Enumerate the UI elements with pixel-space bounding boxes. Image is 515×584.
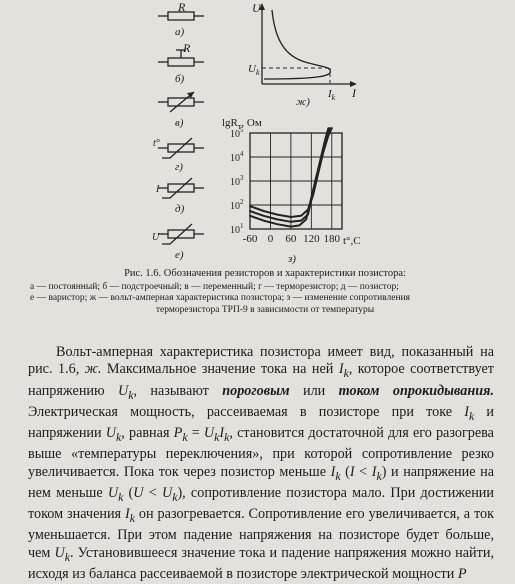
rt-y-tick-label: $10^4$ (230, 150, 244, 164)
iv-curve (264, 10, 330, 79)
rt-x-tick-label: 120 (303, 233, 320, 245)
caption-line-3: терморезистора ТРП-9 в зависимости от температуры (155, 304, 375, 315)
figure-1-6 (0, 0, 515, 270)
resistance-temperature-chart (222, 117, 361, 265)
caption-title: Рис. 1.6. Обозначения резисторов и характеристики позистора: (124, 268, 406, 279)
symbol-thermistor (153, 138, 204, 173)
sublabel-v: в) (175, 117, 184, 129)
iv-y-label: U (252, 1, 261, 15)
rt-y-tick-label: $10^1$ (230, 222, 244, 236)
symbol-variable-resistor (158, 92, 204, 129)
label-i-d: I (156, 184, 160, 195)
rt-x-axis-label: t°,C (343, 235, 361, 247)
uk-label: $U_k$ (248, 63, 260, 77)
rt-x-tick-label: 0 (267, 233, 274, 245)
rt-grid (250, 133, 342, 229)
sublabel-d: д) (175, 203, 185, 215)
rt-x-tick-label: -60 (242, 233, 258, 245)
body-paragraph-container (28, 344, 494, 584)
rt-y-tick-label: $10^2$ (230, 198, 244, 212)
caption-items (30, 282, 500, 305)
label-t-g: t° (153, 138, 160, 149)
symbol-trimmer-resistor (158, 41, 204, 85)
figure-caption (30, 268, 500, 316)
rt-y-axis-label: lgR$_т$, Ом (222, 117, 262, 131)
label-r-b: R (183, 41, 191, 55)
sublabel-z: з) (288, 253, 296, 265)
iv-characteristic-chart (248, 1, 357, 108)
symbol-posistor (155, 178, 204, 215)
ik-label: $I_k$ (328, 88, 336, 102)
symbol-varistor (152, 224, 204, 261)
rt-x-tick-label: 60 (285, 233, 297, 245)
symbol-fixed-resistor (158, 0, 204, 38)
sublabel-zh: ж) (296, 96, 310, 108)
sublabel-b: б) (175, 73, 185, 85)
iv-x-label: I (352, 86, 356, 100)
rt-series-line (250, 128, 330, 222)
rt-series-line (250, 128, 328, 226)
caption-line-2: е — варистор; ж — вольт-амперная характеристика позистора; з — изменение сопротивления (30, 293, 411, 303)
rt-y-tick-label: $10^5$ (230, 126, 244, 140)
sublabel-e: е) (175, 249, 184, 261)
label-u-e: U (152, 232, 160, 243)
sublabel-a: а) (175, 26, 185, 38)
caption-line-1: а — постоянный; б — подстроечный; в — переменный; г — терморезистор; д — позистор; (30, 281, 399, 292)
label-r-a: R (178, 0, 186, 14)
sublabel-g: г) (175, 161, 183, 173)
rt-y-tick-label: $10^3$ (230, 174, 244, 188)
body-paragraph: Вольт-амперная характеристика позистора имеет вид, показанный на рис. 1.6, ж. Максимальное значение тока на ней $I_k$, которое соответствует напряжению $U_k$, называют пороговым или током опрокидывания. Электрическая мощность, рассеиваемая в позисторе при токе $I_k$ и напряжении $U_k$, равная $P_k = U_kI_k$, становится достаточной для его разогрева выше «температуры переключения», при которой сопротивление резко увеличивается. Пока ток через позистор меньше $I_k$ $(I < I_k)$ и напряжение на нем меньше $U_k$ $(U < U_k)$, сопротивление позистора мало. При достижении током значения $I_k$ он разогревается. Сопротивление его увеличивается, а ток уменьшается. При этом падение напряжения на позисторе будет больше, чем $U_k$. Установившееся значение тока и падение напряжения можно найти, исходя из баланса рассеиваемой в позисторе электрической мощности P (28, 344, 495, 583)
rt-x-tick-label: 180 (323, 233, 341, 245)
